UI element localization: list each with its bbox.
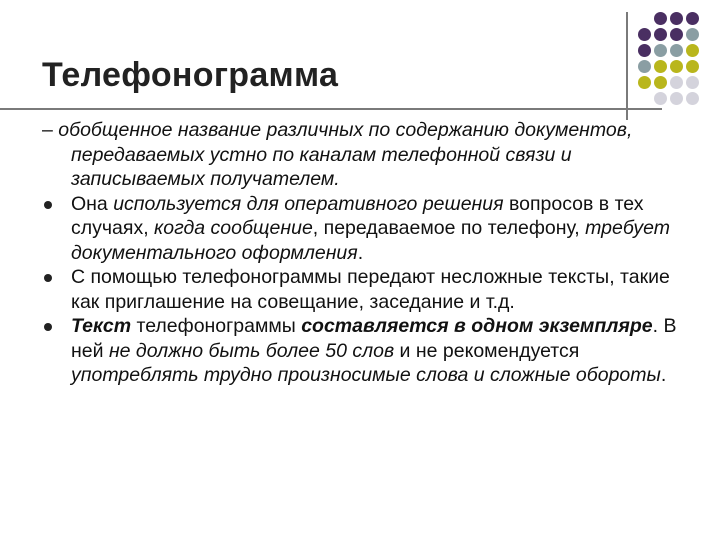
decorative-dot [654,44,667,57]
text-run: телефонограммы [131,315,302,337]
text-run: когда сообщение [154,217,313,239]
bullet-dot-icon [44,274,52,282]
text-run: Текст [71,315,132,337]
text-run: . [660,364,667,386]
decorative-dot [686,28,699,41]
decorative-dot [670,12,683,25]
decorative-dot [686,60,699,73]
decorative-dot [654,12,667,25]
horizontal-divider [0,108,662,110]
text-run: используется для оперативного решения [113,192,504,215]
text-run: составляется в одном экземпляре [301,315,653,337]
decorative-dot [686,92,699,105]
text-run: не должно быть более 50 слов [108,339,395,362]
decorative-dot [638,76,651,89]
text-run: , передаваемое по телефону, [312,217,586,239]
text-run: обобщенное название различных по содержанию документов, передаваемых устно по каналам телефонной связи и записываемых получателем. [58,119,633,190]
decorative-dot [670,44,683,57]
text-run: вопросов в тех случаях, [71,192,644,239]
text-run: употреблять трудно произносимые слова и сложные обороты [71,364,661,386]
definition-paragraph [42,118,682,192]
bullet-item [42,314,682,388]
decorative-dot [654,76,667,89]
decorative-dot [686,12,699,25]
decorative-dot [638,60,651,73]
decorative-dot [670,92,683,105]
decorative-dot-grid [638,12,718,112]
decorative-dot [654,60,667,73]
decorative-dot [686,76,699,89]
decorative-dot [654,28,667,41]
text-run: С помощью телефонограммы передают несложные тексты, такие как приглашение на совещание, заседание и т.д. [71,266,670,313]
decorative-dot [686,44,699,57]
text-run: – [42,119,59,141]
text-run: . В ней [71,315,677,362]
bullet-dot-icon [44,201,52,209]
decorative-dot [638,44,651,57]
slide-title: Телефонограмма [42,56,339,94]
decorative-dot [670,60,683,73]
bullet-item [42,265,682,314]
bullet-item [42,192,682,266]
slide-body [42,118,682,388]
text-run: . [357,241,364,264]
vertical-divider [626,12,628,120]
text-run: и не рекомендуется [394,339,580,362]
decorative-dot [670,28,683,41]
decorative-dot [638,28,651,41]
bullet-dot-icon [44,323,52,331]
text-run: Она [71,192,114,215]
decorative-dot [654,92,667,105]
decorative-dot [670,76,683,89]
text-run: требует документального оформления [71,217,670,264]
